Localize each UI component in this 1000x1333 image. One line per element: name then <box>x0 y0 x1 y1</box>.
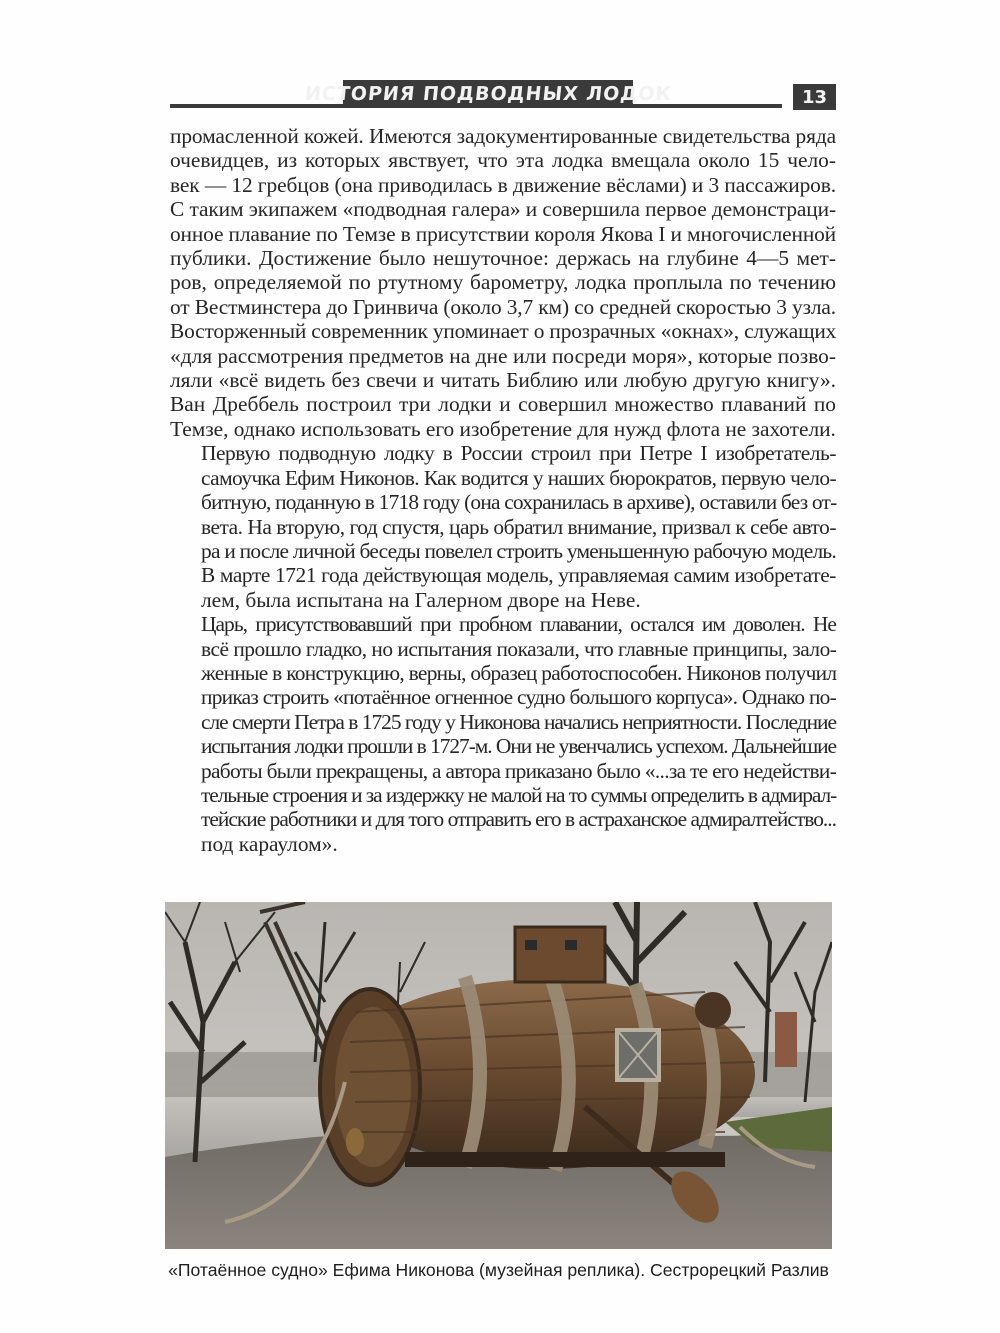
submarine-illustration <box>165 902 832 1249</box>
text-line: самоучка Ефим Никонов. Как водится у наших бюрократов, первую чело- <box>201 465 836 490</box>
text-line: сле смерти Петра в 1725 году у Никонова начались неприятности. Последние <box>201 709 836 734</box>
body-text <box>170 124 836 856</box>
paragraph <box>170 612 836 856</box>
text-line: публики. Достижение было нешуточное: держась на глубине 4—5 мет- <box>170 246 836 271</box>
text-line: «для рассмотрения предметов на дне или посреди моря», которые позво- <box>170 343 836 368</box>
paragraph <box>170 441 836 612</box>
text-line: Первую подводную лодку в России строил при Петре I изобретатель- <box>201 441 836 466</box>
text-line: Восторженный современник упоминает о прозрачных «окнах», служащих <box>170 319 837 344</box>
text-line: от Вестминстера до Гринвича (около 3,7 км) со средней скоростью 3 узла. <box>170 294 836 319</box>
bell <box>346 1128 364 1156</box>
text-line: онное плавание по Темзе в присутствии короля Якова I и многочисленной <box>170 221 836 246</box>
text-line: приказ строить «потаённое огненное судно большого корпуса». Однако по- <box>201 685 836 710</box>
text-line: испытания лодки прошли в 1727-м. Они не увенчались успехом. Дальнейшие <box>201 734 836 759</box>
text-line: Ван Дреббель построил три лодки и совершил множество плаваний по <box>170 392 836 417</box>
paragraph <box>170 124 836 441</box>
running-header <box>303 80 673 108</box>
text-line: Царь, присутствовавший при пробном плавании, остался им доволен. Не <box>201 612 836 637</box>
text-line: вета. На вторую, год спустя, царь обратил внимание, призвал к себе авто- <box>201 514 836 539</box>
text-line: век — 12 гребцов (она приводилась в движение вёслами) и 3 пассажиров. <box>170 172 836 197</box>
photo-caption: «Потаённое судно» Ефима Никонова (музейная реплика). Сестрорецкий Разлив <box>168 1260 829 1280</box>
text-line: очевидцев, из которых явствует, что эта лодка вмещала около 15 чело- <box>170 148 836 173</box>
text-line: ляли «всё видеть без свечи и читать Библию или любую другую книгу». <box>170 368 836 393</box>
text-line: под караулом». <box>201 831 338 856</box>
running-header-title: ИСТОРИЯ ПОДВОДНЫХ ЛОДОК <box>303 83 673 105</box>
submarine-photo <box>165 902 832 1249</box>
page-number-box <box>793 84 836 110</box>
distant-tower <box>775 1012 797 1067</box>
text-line: ров, определяемой по ртутному барометру, лодка проплыла по течению <box>170 270 836 295</box>
text-line: С таким экипажем «подводная галера» и совершила первое демонстраци- <box>170 197 836 222</box>
page-number: 13 <box>801 86 828 108</box>
text-line: тельные строения и за издержку не малой на то суммы определить в адмирал- <box>201 782 837 807</box>
text-line: тейские работники и для того отправить его в астраханское адмиралтейство... <box>201 807 836 832</box>
text-line: женные в конструкцию, верны, образец работоспособен. Никонов получил <box>201 660 837 685</box>
text-line: работы были прекращены, а автора приказано было «...за те его недействи- <box>201 758 836 783</box>
text-line: В марте 1721 года действующая модель, управляемая самим изобретате- <box>201 563 836 588</box>
text-line: ра и после личной беседы повелел строить уменьшенную рабочую модель. <box>201 538 836 563</box>
text-line: промасленной кожей. Имеются задокументированные свидетельства ряда <box>170 124 836 148</box>
text-line: битную, поданную в 1718 году (она сохранилась в архиве), оставили без от- <box>201 490 837 515</box>
text-line: Темзе, однако использовать его изобретение для нужд флота не захотели. <box>170 416 836 441</box>
text-line: всё прошло гладко, но испытания показали, что главные принципы, зало- <box>201 636 837 661</box>
text-line: лем, была испытана на Галерном дворе на Неве. <box>201 587 641 612</box>
